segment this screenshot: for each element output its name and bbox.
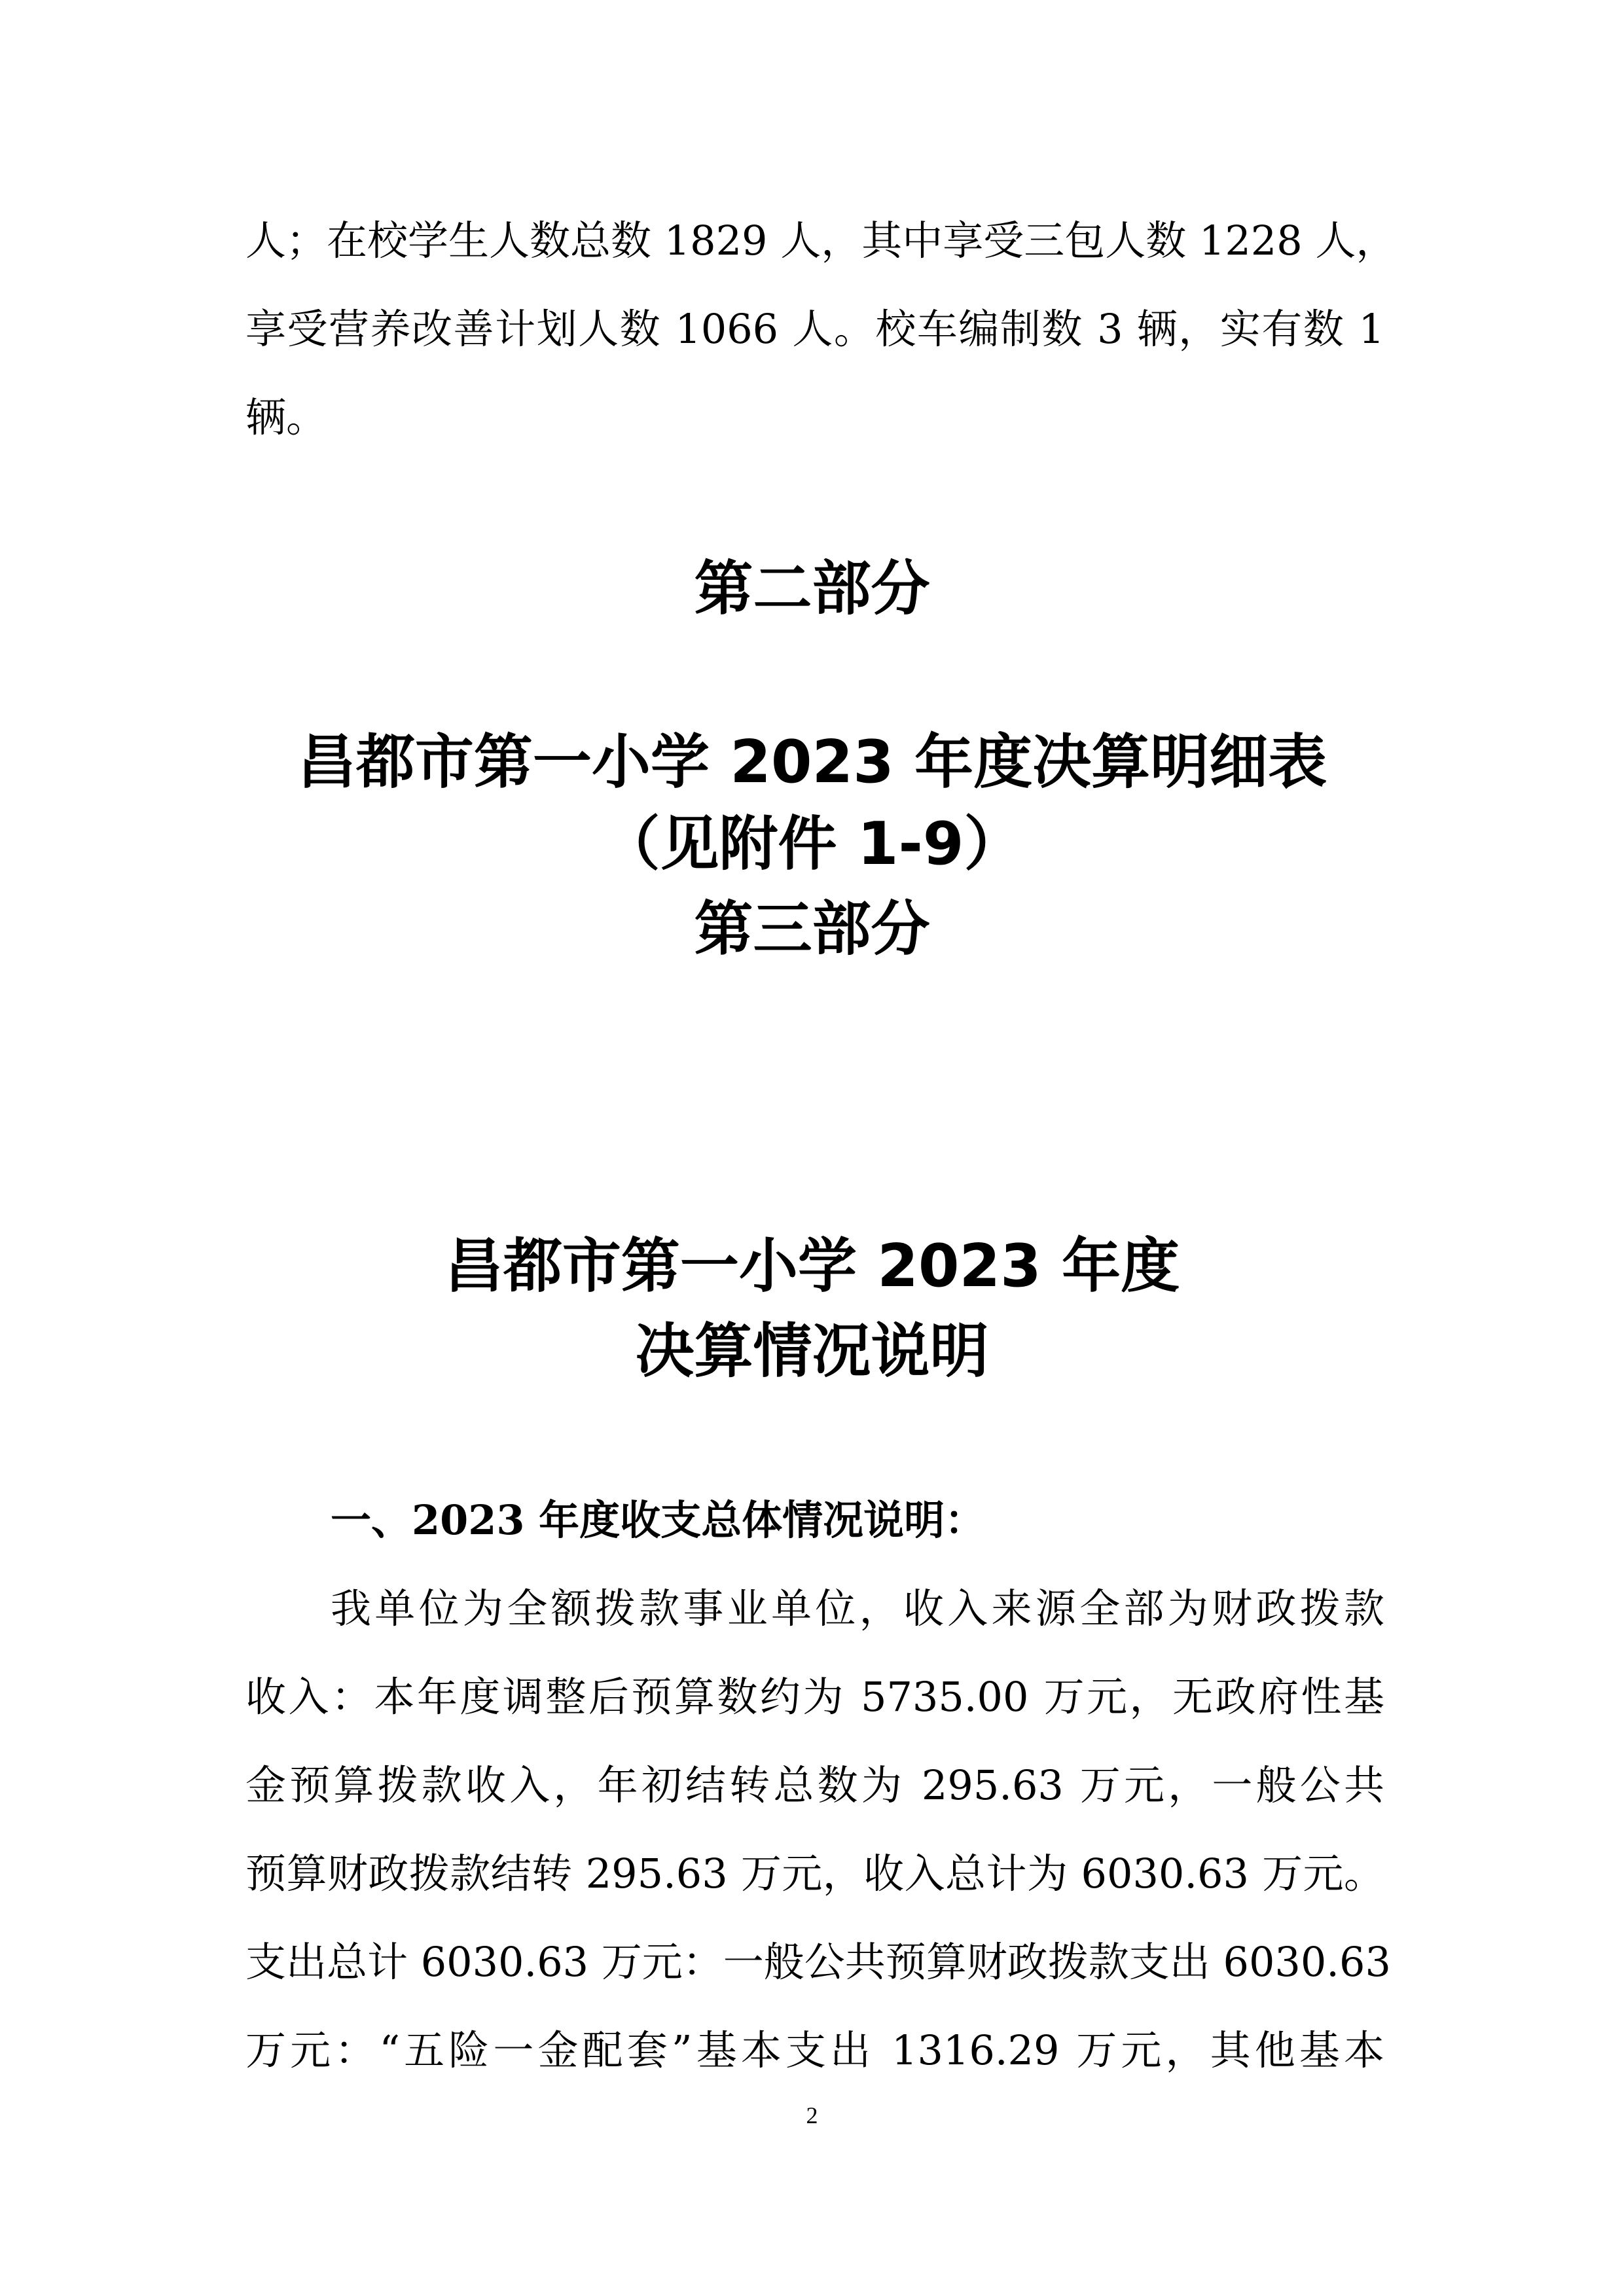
part-two-title: 第二部分 [694, 554, 930, 623]
section-one-line-3: 金预算拨款收入，年初结转总数为 295.63 万元，一般公共 [245, 1761, 1384, 1809]
section-one-line-5: 支出总计 6030.63 万元：一般公共预算财政拨款支出 6030.63 [245, 1938, 1391, 1986]
section-one-heading: 一、2023 年度收支总体情况说明： [331, 1496, 986, 1544]
section-one-line-1: 我单位为全额拨款事业单位，收入来源全部为财政拨款 [331, 1585, 1384, 1632]
section-one-line-2: 收入：本年度调整后预算数约为 5735.00 万元，无政府性基 [245, 1673, 1384, 1721]
report-title-line-2: 决算情况说明 [635, 1317, 989, 1386]
section-one-line-6: 万元：“五险一金配套”基本支出 1316.29 万元，其他基本 [245, 2026, 1384, 2074]
part-three-title: 第三部分 [694, 895, 930, 963]
report-title-line-1: 昌都市第一小学 2023 年度 [444, 1232, 1180, 1300]
intro-line-1: 人；在校学生人数总数 1829 人，其中享受三包人数 1228 人， [245, 217, 1397, 264]
intro-line-3: 辆。 [245, 393, 327, 441]
section-one-line-4: 预算财政拨款结转 295.63 万元，收入总计为 6030.63 万元。 [245, 1850, 1384, 1897]
attachment-note: （见附件 1-9） [601, 810, 1023, 878]
page-number: 2 [806, 2102, 818, 2128]
table-title: 昌都市第一小学 2023 年度决算明细表 [297, 728, 1327, 797]
intro-line-2: 享受营养改善计划人数 1066 人。校车编制数 3 辆，实有数 1 [245, 305, 1384, 353]
